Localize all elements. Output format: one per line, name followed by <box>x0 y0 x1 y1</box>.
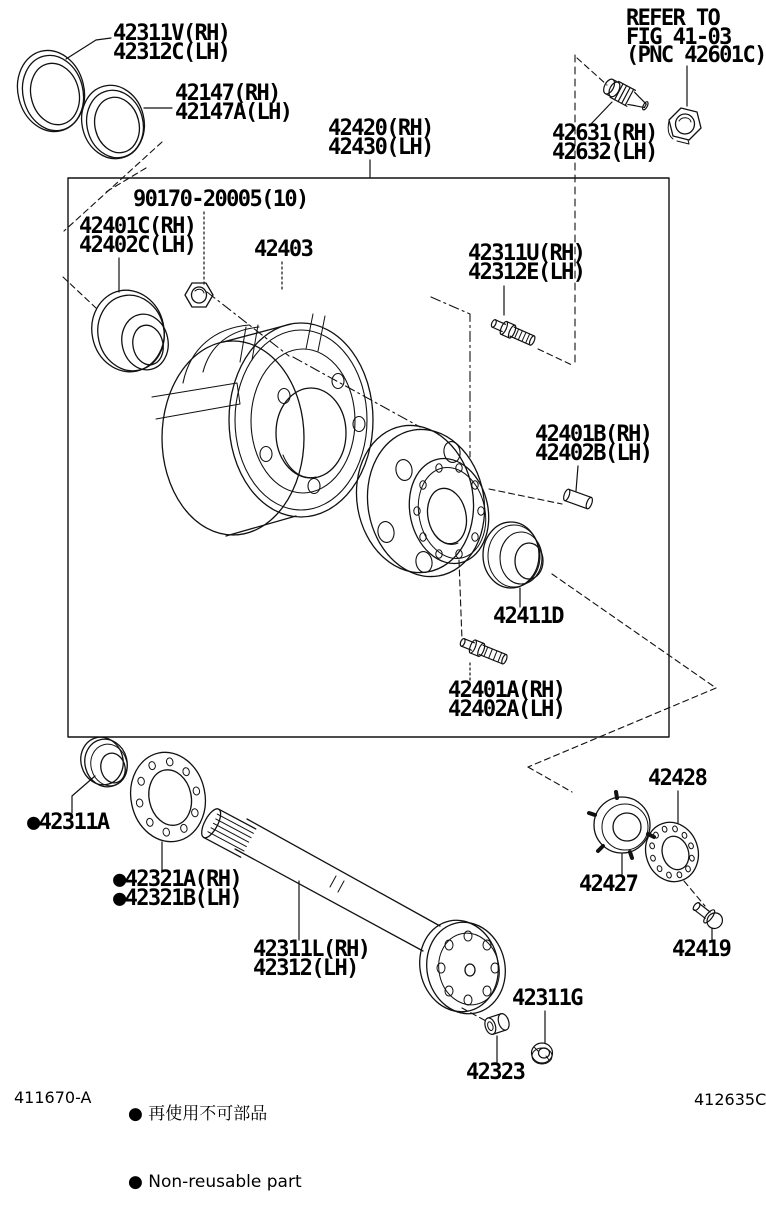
part-label-line: ●42321A(RH) <box>113 867 242 892</box>
part-label-line: 42631(RH) <box>552 121 657 146</box>
part-label-42147 <box>175 81 292 125</box>
part-label-42321 <box>113 867 242 911</box>
part-label-line: ●42321B(LH) <box>113 885 242 911</box>
part-label-line: 42312E(LH) <box>468 259 585 285</box>
part-label-line: FIG 41-03 <box>626 24 731 50</box>
part-label-line: 42403 <box>254 237 313 262</box>
part-label-42403 <box>254 237 313 262</box>
part-label-42420 <box>328 116 433 160</box>
part-label-line: 42419 <box>672 937 731 962</box>
part-label-42311v <box>113 21 230 65</box>
part-label-line: 42147(RH) <box>175 81 280 106</box>
part-label-line: 42312C(LH) <box>113 39 230 65</box>
part-label-line: 42312(LH) <box>253 955 358 981</box>
part-label-42631 <box>552 121 657 165</box>
legend-en: ● Non-reusable part <box>128 1171 302 1192</box>
legend <box>128 1058 302 1216</box>
part-label-line: REFER TO <box>626 6 720 31</box>
legend-jp: ● 再使用不可部品 <box>128 1104 268 1124</box>
part-label-42311a <box>27 810 109 835</box>
part-label-line: 42147A(LH) <box>175 99 292 125</box>
figure-code-left: 411670-A <box>14 1088 92 1107</box>
part-label-line: 42430(LH) <box>328 134 433 160</box>
part-label-line: 42420(RH) <box>328 116 433 141</box>
part-label-line: 42401A(RH) <box>448 678 565 703</box>
part-label-42401b <box>535 422 652 466</box>
part-label-line: 42311L(RH) <box>253 937 370 962</box>
part-label-line: 42401B(RH) <box>535 422 652 447</box>
part-label-42311u <box>468 241 585 285</box>
part-label-line: 42402C(LH) <box>79 232 196 258</box>
part-label-line: 42323 <box>466 1060 525 1085</box>
part-label-line: 42402A(LH) <box>448 696 565 722</box>
part-label-line: 42427 <box>579 872 638 897</box>
part-label-42401a <box>448 678 565 722</box>
part-label-42311g <box>512 986 582 1011</box>
part-label-42401c <box>79 214 196 258</box>
part-label-line: 42311G <box>512 986 582 1011</box>
part-label-line: 42411D <box>493 604 563 629</box>
part-label-42428 <box>648 766 707 791</box>
part-label-90170 <box>133 187 308 212</box>
part-label-42323 <box>466 1060 525 1085</box>
part-label-line: 42311V(RH) <box>113 21 230 46</box>
part-label-refer-to-fig <box>626 6 766 68</box>
part-label-42427 <box>579 872 638 897</box>
part-label-line: 42632(LH) <box>552 139 657 165</box>
part-label-42419 <box>672 937 731 962</box>
figure-code-right: 412635C <box>694 1090 766 1109</box>
part-label-line: 42311U(RH) <box>468 241 585 266</box>
part-label-line: 42428 <box>648 766 707 791</box>
part-label-line: (PNC 42601C) <box>626 43 766 68</box>
part-label-42311l <box>253 937 370 981</box>
part-label-line: 90170-20005(10) <box>133 187 308 212</box>
part-label-line: 42401C(RH) <box>79 214 196 239</box>
part-label-line: ●42311A <box>27 810 109 835</box>
part-label-42411d <box>493 604 563 629</box>
part-label-line: 42402B(LH) <box>535 440 652 466</box>
